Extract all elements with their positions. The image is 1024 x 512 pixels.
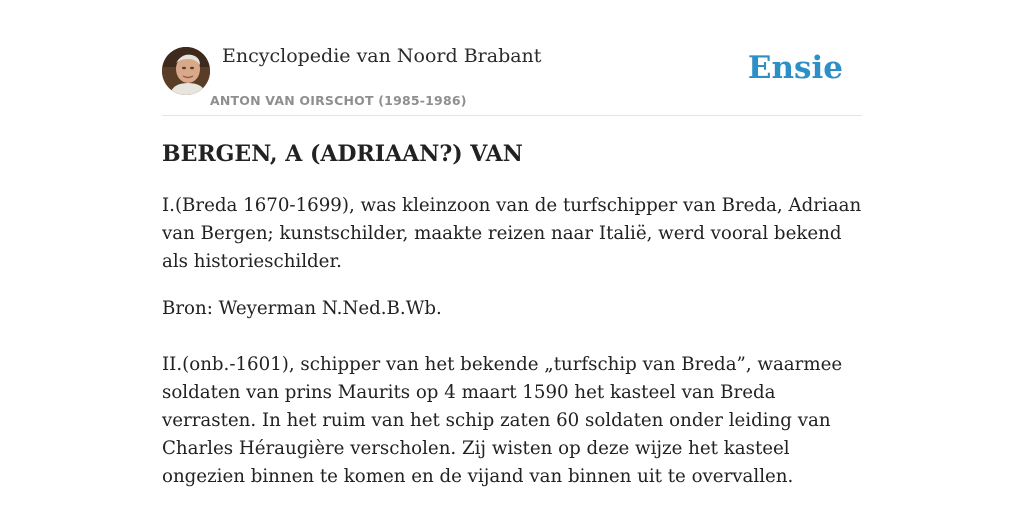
article-source: Bron: Weyerman N.Ned.B.Wb. (162, 298, 442, 319)
author-avatar[interactable] (162, 47, 210, 95)
ensie-logo[interactable]: Ensie (747, 50, 843, 86)
article-title: BERGEN, A (ADRIAAN?) VAN (162, 141, 523, 167)
author-name[interactable]: ANTON VAN OIRSCHOT (1985-1986) (210, 93, 467, 108)
publication-title[interactable]: Encyclopedie van Noord Brabant (222, 45, 542, 67)
article-paragraph: I.(Breda 1670-1699), was kleinzoon van de turfschipper van Breda, Adriaan van Bergen; kunstschilder, maakte reizen naar Italië, werd vooral bekend als historieschilder. (162, 195, 862, 272)
article-paragraph: II.(onb.-1601), schipper van het bekende „turfschip van Breda”, waarmee soldaten van prins Maurits op 4 maart 1590 het kasteel van Breda verrasten. In het ruim van het schip zaten 60 soldaten onder leiding van Charles Héraugière verscholen. Zij wisten op deze wijze het kasteel ongezien binnen te komen en de vijand van binnen uit te overvallen. (162, 354, 843, 487)
article-header (162, 44, 862, 116)
author-portrait-image (162, 47, 210, 95)
